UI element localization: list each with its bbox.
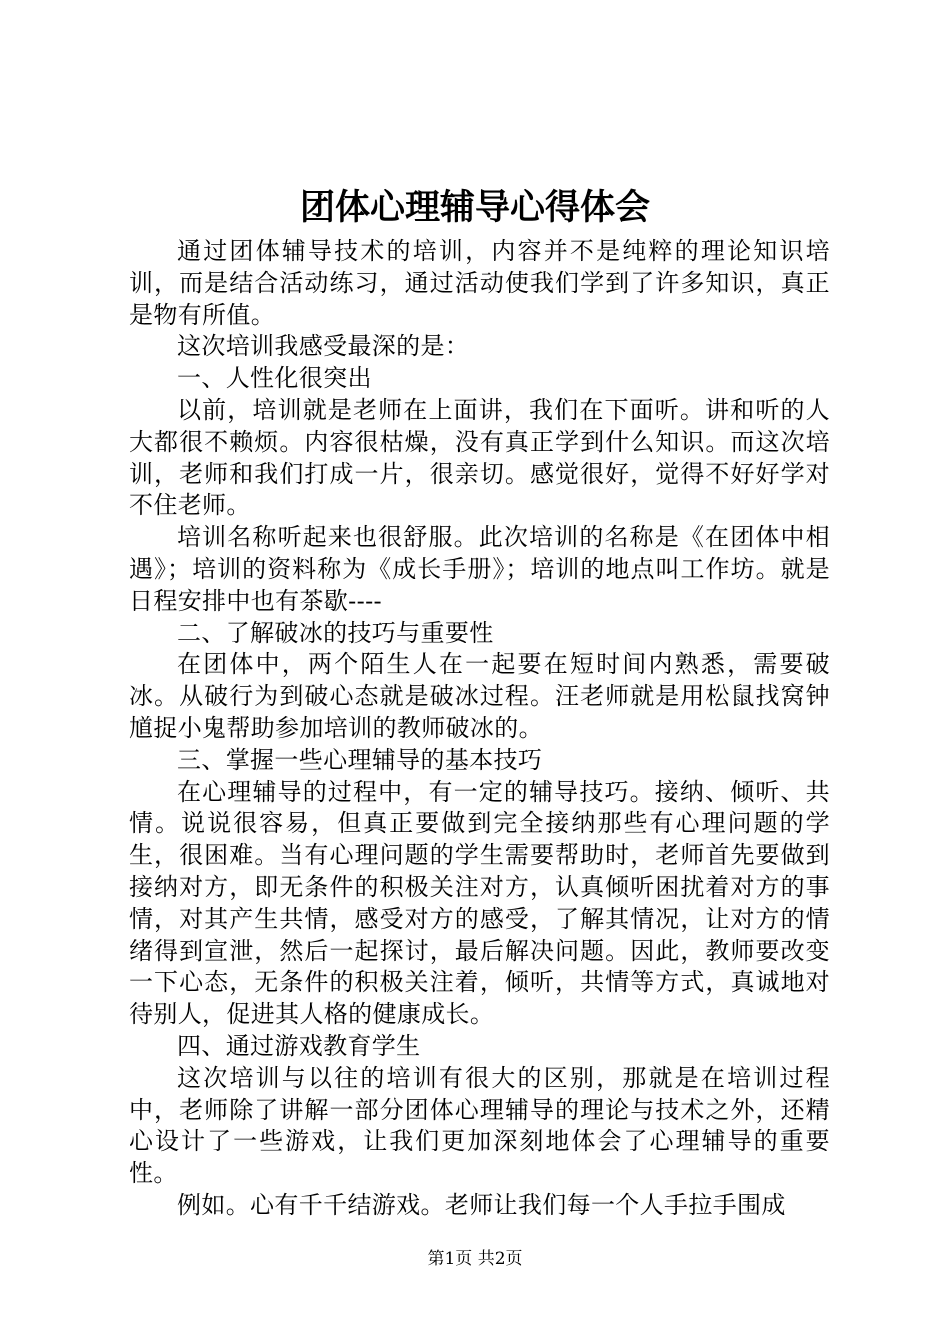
paragraph: 以前，培训就是老师在上面讲，我们在下面听。讲和听的人大都很不赖烦。内容很枯燥，没有真正学到什么知识。而这次培训，老师和我们打成一片，很亲切。感觉很好，觉得不好好学对不住老师。 — [129, 395, 830, 520]
document-body — [129, 236, 830, 1222]
section-heading: 二、了解破冰的技巧与重要性 — [177, 618, 494, 647]
paragraph: 这次培训与以往的培训有很大的区别，那就是在培训过程中，老师除了讲解一部分团体心理辅导的理论与技术之外，还精心设计了一些游戏，让我们更加深刻地体会了心理辅导的重要性。 — [129, 1063, 830, 1188]
paragraph: 例如。心有千千结游戏。老师让我们每一个人手拉手围成 — [177, 1190, 786, 1219]
paragraph: 这次培训我感受最深的是： — [177, 332, 470, 361]
document-title: 团体心理辅导心得体会 — [299, 188, 650, 228]
section-heading: 一、人性化很突出 — [177, 364, 372, 393]
section-heading: 四、通过游戏教育学生 — [177, 1031, 421, 1060]
paragraph: 通过团体辅导技术的培训，内容并不是纯粹的理论知识培训，而是结合活动练习，通过活动使我们学到了许多知识，真正是物有所值。 — [129, 237, 830, 329]
page-footer: 第1页 共2页 — [427, 1249, 523, 1269]
paragraph: 培训名称听起来也很舒服。此次培训的名称是《在团体中相遇》；培训的资料称为《成长手册》；培训的地点叫工作坊。就是日程安排中也有茶歇---- — [129, 523, 830, 615]
section-heading: 三、掌握一些心理辅导的基本技巧 — [177, 745, 543, 774]
paragraph: 在团体中，两个陌生人在一起要在短时间内熟悉，需要破冰。从破行为到破心态就是破冰过程。汪老师就是用松鼠找窝钟馗捉小鬼帮助参加培训的教师破冰的。 — [129, 650, 830, 742]
paragraph: 在心理辅导的过程中，有一定的辅导技巧。接纳、倾听、共情。说说很容易，但真正要做到完全接纳那些有心理问题的学生，很困难。当有心理问题的学生需要帮助时，老师首先要做到接纳对方，即无条件的积极关注对方，认真倾听困扰着对方的事情，对其产生共情，感受对方的感受，了解其情况，让对方的情绪得到宣泄，然后一起探讨，最后解决问题。因此，教师要改变一下心态，无条件的积极关注着，倾听，共情等方式，真诚地对待别人，促进其人格的健康成长。 — [129, 777, 830, 1029]
